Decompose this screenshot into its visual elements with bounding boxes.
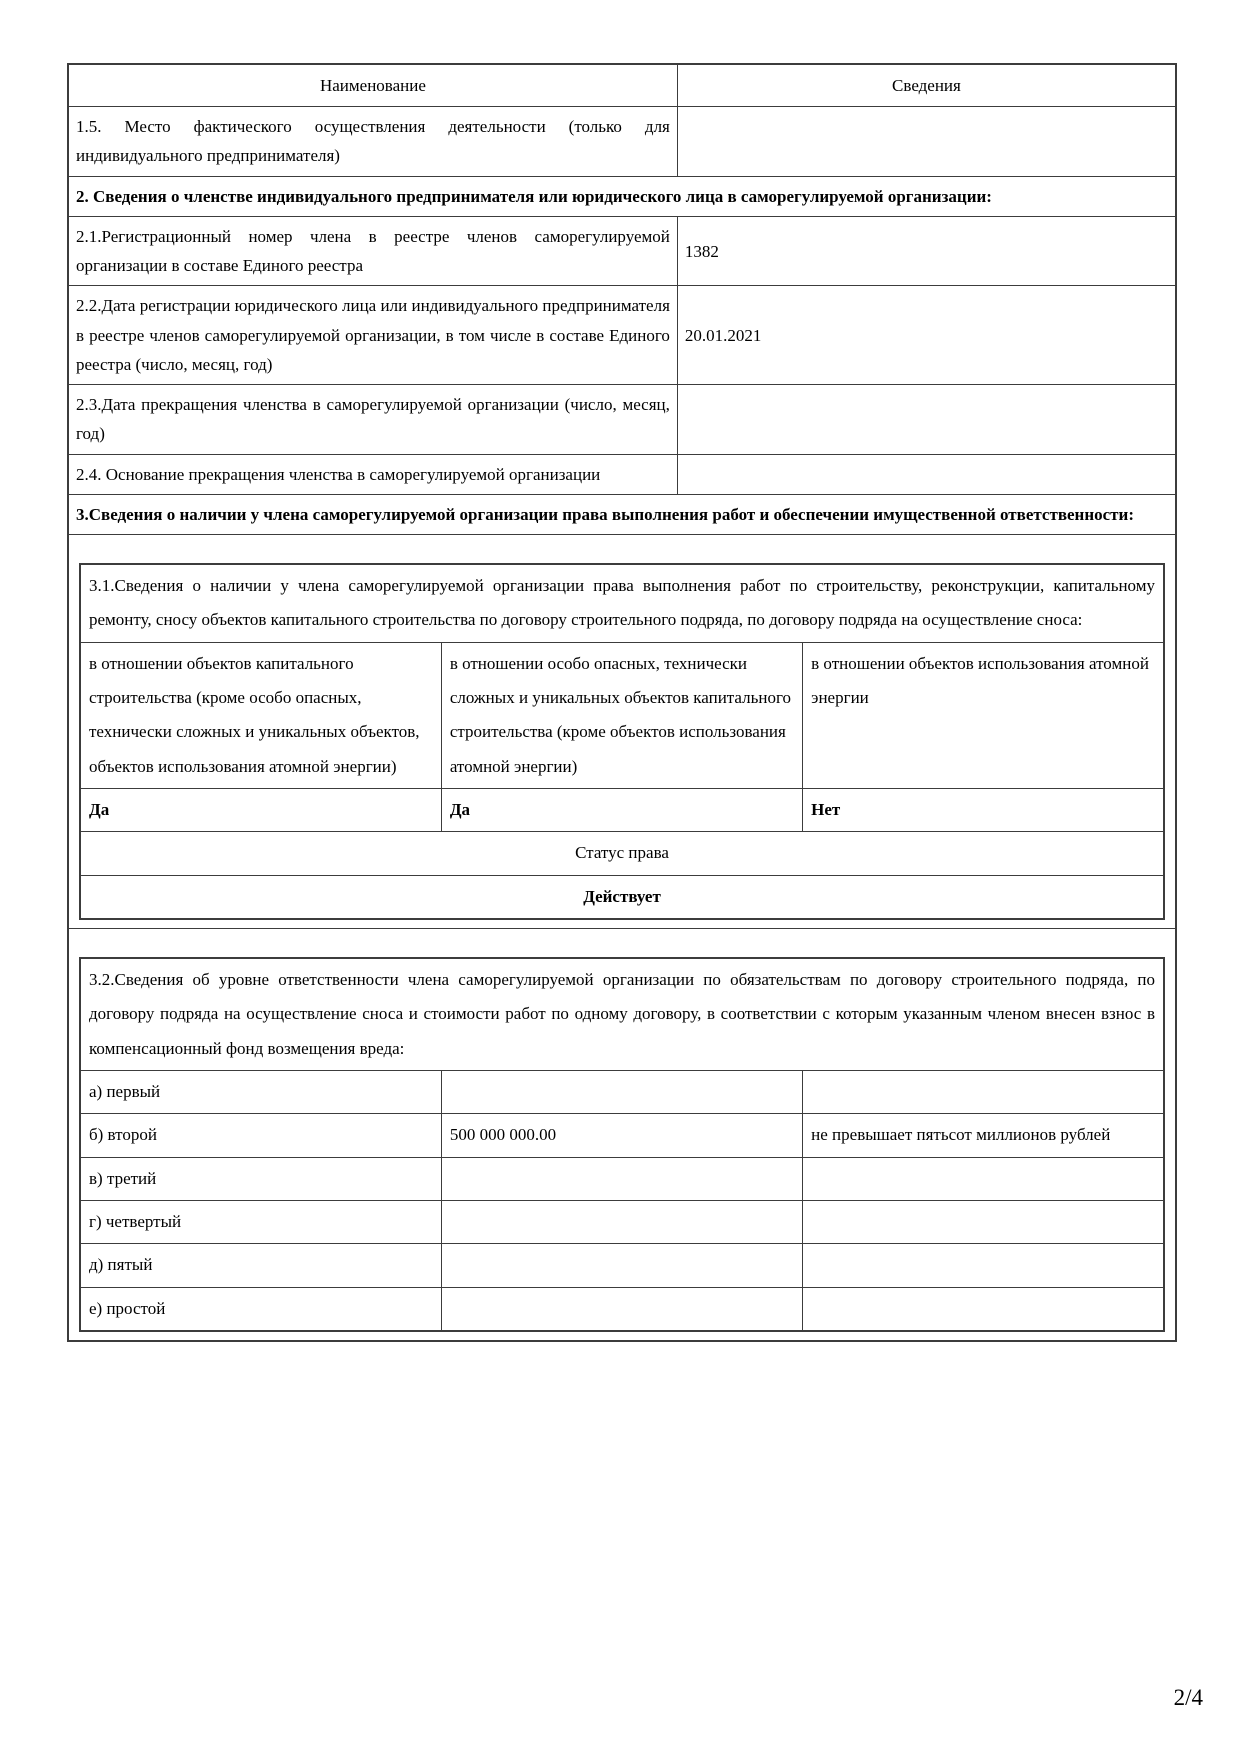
document-sheet xyxy=(67,63,1177,1342)
scope-col1-header: в отношении объектов капитального строительства (кроме особо опасных, технически сложных и уникальных объектов, объектов использования атомной энергии) xyxy=(80,642,441,788)
level-amount xyxy=(441,1070,802,1113)
level-amount: 500 000 000.00 xyxy=(441,1114,802,1157)
main-table xyxy=(67,63,1177,1342)
level-amount xyxy=(441,1287,802,1331)
level-amount xyxy=(441,1244,802,1287)
level-description xyxy=(803,1157,1164,1200)
row-1-5 xyxy=(68,107,1176,176)
level-description xyxy=(803,1070,1164,1113)
row-2-3-value xyxy=(677,385,1176,454)
row-3-1-intro-text: 3.1.Сведения о наличии у члена саморегулируемой организации права выполнения работ по строительству, реконструкции, капитальному ремонту, сносу объектов капитального строительства по договору строительного подряда, по договору подряда на осуществление сноса: xyxy=(80,564,1164,642)
row-2-2 xyxy=(68,286,1176,385)
scope-col3-value: Нет xyxy=(803,789,1164,832)
level-label: е) простой xyxy=(80,1287,441,1331)
level-description xyxy=(803,1287,1164,1331)
status-value-row xyxy=(80,875,1164,919)
section-2-title: 2. Сведения о членстве индивидуального предпринимателя или юридического лица в саморегулируемой организации: xyxy=(68,176,1176,216)
row-2-4 xyxy=(68,454,1176,494)
row-2-2-value: 20.01.2021 xyxy=(677,286,1176,385)
row-2-3 xyxy=(68,385,1176,454)
level-row xyxy=(80,1287,1164,1331)
scope-col2-header: в отношении особо опасных, технически сложных и уникальных объектов капитального строительства (кроме объектов использования атомной энергии) xyxy=(441,642,802,788)
scope-col2-value: Да xyxy=(441,789,802,832)
row-2-2-label: 2.2.Дата регистрации юридического лица или индивидуального предпринимателя в реестре членов саморегулируемой организации, в том числе в составе Единого реестра (число, месяц, год) xyxy=(68,286,677,385)
level-label: д) пятый xyxy=(80,1244,441,1287)
level-description: не превышает пятьсот миллионов рублей xyxy=(803,1114,1164,1157)
scope-col3-header: в отношении объектов использования атомной энергии xyxy=(803,642,1164,788)
row-3-2-intro-text: 3.2.Сведения об уровне ответственности члена саморегулируемой организации по обязательствам по договору строительного подряда, по договору подряда на осуществление сноса и стоимости работ по одному договору, в соответствии с которым указанным членом внесен взнос в компенсационный фонд возмещения вреда: xyxy=(80,958,1164,1070)
level-label: в) третий xyxy=(80,1157,441,1200)
level-description xyxy=(803,1244,1164,1287)
row-2-4-value xyxy=(677,454,1176,494)
level-row xyxy=(80,1200,1164,1243)
page-number: 2/4 xyxy=(1173,1685,1203,1710)
header-name-cell: Наименование xyxy=(68,64,677,107)
level-amount xyxy=(441,1200,802,1243)
row-1-5-value xyxy=(677,107,1176,176)
scope-header-row xyxy=(80,642,1164,788)
block-3-2-container xyxy=(68,929,1176,1341)
section-3-row xyxy=(68,494,1176,534)
section-2-row xyxy=(68,176,1176,216)
scope-value-row xyxy=(80,789,1164,832)
level-label: г) четвертый xyxy=(80,1200,441,1243)
status-label-row xyxy=(80,832,1164,875)
header-info-cell: Сведения xyxy=(677,64,1176,107)
level-row xyxy=(80,1070,1164,1113)
level-label: б) второй xyxy=(80,1114,441,1157)
row-1-5-label: 1.5. Место фактического осуществления деятельности (только для индивидуального предпринимателя) xyxy=(68,107,677,176)
row-2-1 xyxy=(68,216,1176,285)
level-description xyxy=(803,1200,1164,1243)
level-row xyxy=(80,1157,1164,1200)
status-value: Действует xyxy=(80,875,1164,919)
level-row xyxy=(80,1244,1164,1287)
block-3-2-row xyxy=(68,929,1176,1341)
scope-col1-value: Да xyxy=(80,789,441,832)
row-2-3-label: 2.3.Дата прекращения членства в саморегулируемой организации (число, месяц, год) xyxy=(68,385,677,454)
table-3-1 xyxy=(79,563,1165,920)
row-3-1-intro xyxy=(80,564,1164,642)
block-3-1-row xyxy=(68,535,1176,929)
section-3-title: 3.Сведения о наличии у члена саморегулируемой организации права выполнения работ и обеспечении имущественной ответственности: xyxy=(68,494,1176,534)
level-label: а) первый xyxy=(80,1070,441,1113)
row-2-1-value: 1382 xyxy=(677,216,1176,285)
level-row xyxy=(80,1114,1164,1157)
table-3-2 xyxy=(79,957,1165,1332)
block-3-1-container xyxy=(68,535,1176,929)
row-2-1-label: 2.1.Регистрационный номер члена в реестре членов саморегулируемой организации в составе Единого реестра xyxy=(68,216,677,285)
row-2-4-label: 2.4. Основание прекращения членства в саморегулируемой организации xyxy=(68,454,677,494)
row-3-2-intro xyxy=(80,958,1164,1070)
table-header-row xyxy=(68,64,1176,107)
status-label: Статус права xyxy=(80,832,1164,875)
level-amount xyxy=(441,1157,802,1200)
